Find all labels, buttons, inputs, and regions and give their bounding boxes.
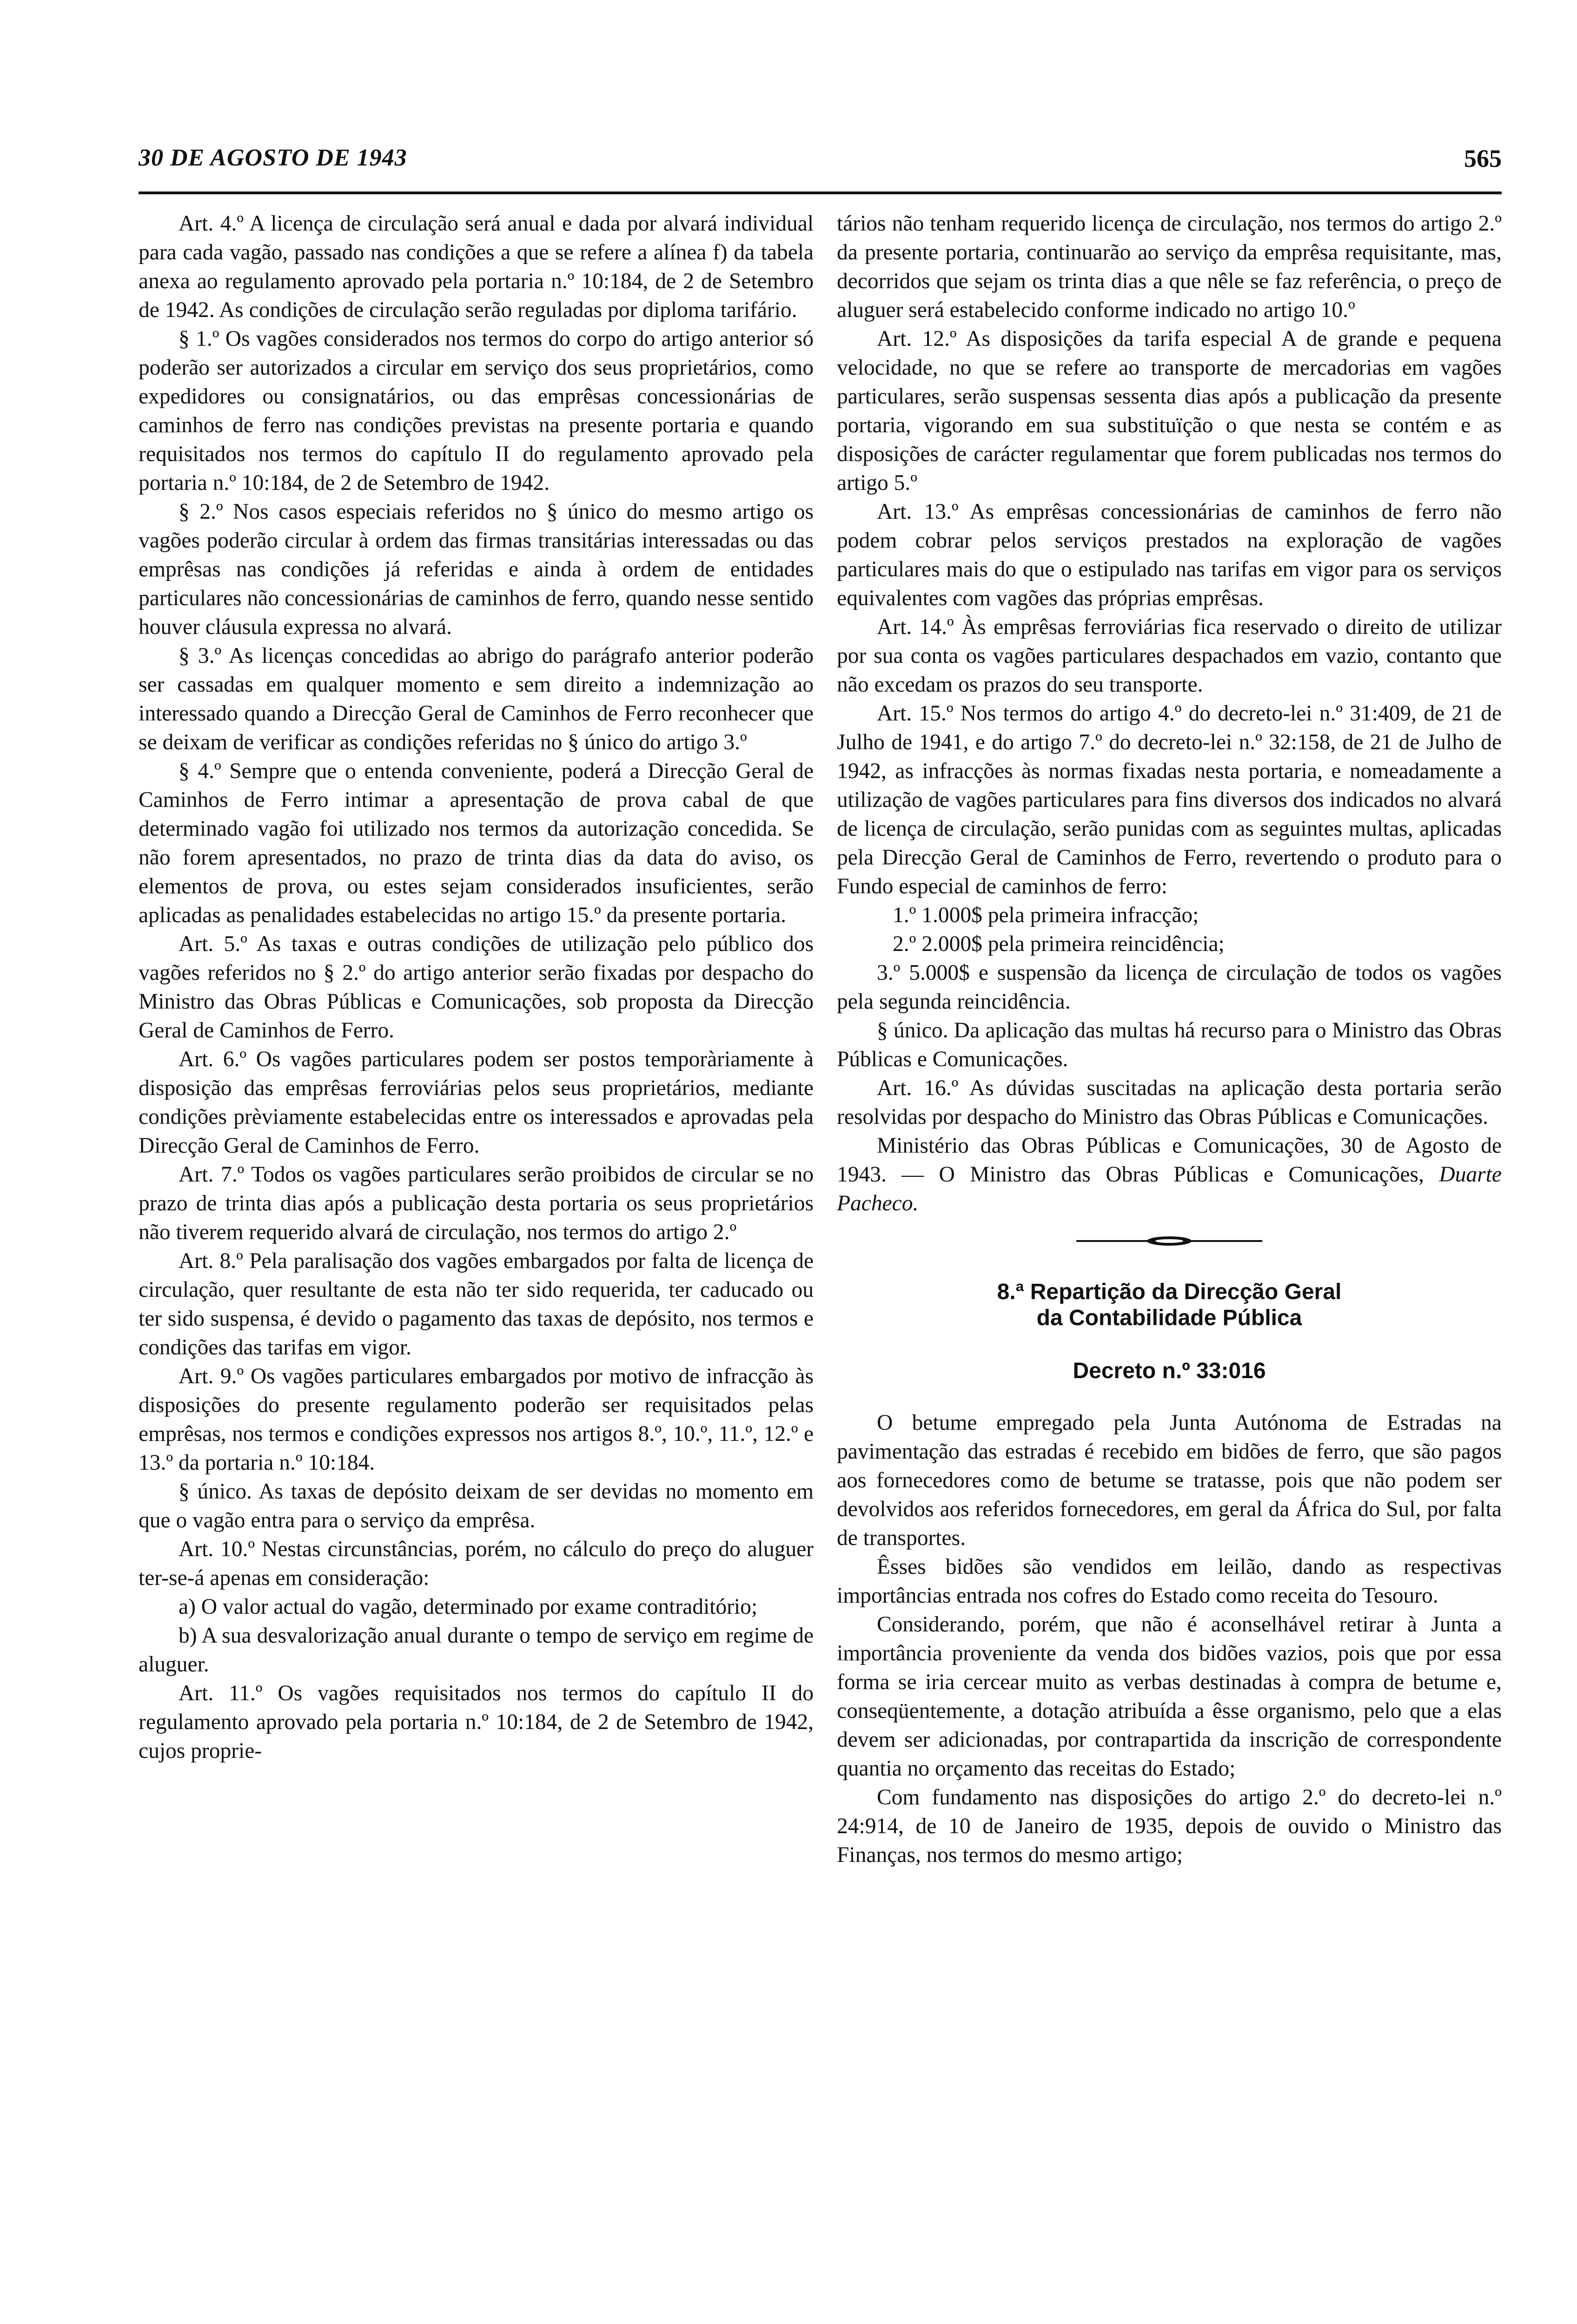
header-rule	[139, 191, 1502, 194]
art-15: Art. 15.º Nos termos do artigo 4.º do decreto-lei n.º 31:409, de 21 de Julho de 1941, e do artigo 7.º do decreto-lei n.º 32:158, de 21 de Julho de 1942, as infracções às normas fixadas nesta portaria, e nomeadamente a utilização de vagões particulares para fins diversos dos indicados no alvará de licença de circulação, serão punidas com as seguintes multas, aplicadas pela Direcção Geral de Caminhos de Ferro, revertendo o produto para o Fundo especial de caminhos de ferro:	[837, 701, 1502, 898]
decree-paragraph: Com fundamento nas disposições do artigo 2.º do decreto-lei n.º 24:914, de 10 de Janeiro de 1935, depois de ouvido o Ministro das Finanças, nos termos do mesmo artigo;	[837, 1785, 1502, 1867]
art-4-par-4: § 4.º Sempre que o entenda conveniente, poderá a Direcção Geral de Caminhos de Ferro intimar a apresentação de prova cabal de que determinado vagão foi utilizado nos termos da autorização concedida. Se não forem apresentados, no prazo de trinta dias da data do aviso, os elementos de prova, ou estes sejam considerados insuficientes, serão aplicadas as penalidades estabelecidas no artigo 15.º da presente portaria.	[139, 759, 814, 927]
left-column	[139, 209, 814, 1765]
art-7: Art. 7.º Todos os vagões particulares serão proibidos de circular se no prazo de trinta dias após a publicação desta portaria os seus proprietários não tiverem requerido alvará de circulação, nos termos do artigo 2.º	[139, 1162, 814, 1244]
art-4-par-1: § 1.º Os vagões considerados nos termos do corpo do artigo anterior só poderão ser autorizados a circular em serviço dos seus proprietários, como expedidores ou consignatários, ou das emprêsas concessionárias de caminhos de ferro nas condições previstas na presente portaria e quando requisitados nos termos do capítulo II do regulamento aprovado pela portaria n.º 10:184, de 2 de Setembro de 1942.	[139, 327, 814, 495]
art-6: Art. 6.º Os vagões particulares podem ser postos temporàriamente à disposição das emprêsas ferroviárias pelos seus proprietários, mediante condições prèviamente estabelecidas entre os interessados e aprovadas pela Direcção Geral de Caminhos de Ferro.	[139, 1047, 814, 1158]
right-column	[837, 209, 1502, 1869]
art-4-par-2: § 2.º Nos casos especiais referidos no § único do mesmo artigo os vagões poderão circular à ordem das firmas transitárias interessadas ou das emprêsas nas condições já referidas e ainda à ordem de entidades particulares não concessionárias de caminhos de ferro, quando nesse sentido houver cláusula expressa no alvará.	[139, 500, 814, 639]
art-12: Art. 12.º As disposições da tarifa especial A de grande e pequena velocidade, no que se refere ao transporte de mercadorias em vagões particulares, serão suspensas sessenta dias após a publicação da presente portaria, vigorando em sua substituïção o que nesta se contém e as disposições de carácter regulamentar que forem publicadas nos termos do artigo 5.º	[837, 327, 1502, 495]
fine-2: 2.º 2.000$ pela primeira reincidência;	[893, 932, 1225, 956]
art-10-b: b) A sua desvalorização anual durante o tempo de serviço em regime de aluguer.	[139, 1624, 814, 1677]
art-4-par-3: § 3.º As licenças concedidas ao abrigo do parágrafo anterior poderão ser cassadas em qualquer momento e sem direito a indemnização ao interessado quando a Direcção Geral de Caminhos de Ferro reconhecer que se deixam de verificar as condições referidas no § único do artigo 3.º	[139, 644, 814, 754]
art-10: Art. 10.º Nestas circunstâncias, porém, no cálculo do preço do aluguer ter-se-á apenas em consideração:	[139, 1537, 814, 1590]
fine-1: 1.º 1.000$ pela primeira infracção;	[893, 903, 1199, 927]
decree-paragraph: O betume empregado pela Junta Autónoma de Estradas na pavimentação das estradas é recebido em bidões de ferro, que são pagos aos fornecedores como de betume se tratasse, pois que não podem ser devolvidos aos referidos fornecedores, em geral da África do Sul, por falta de transportes.	[837, 1411, 1502, 1550]
art-9-sole: § único. As taxas de depósito deixam de ser devidas no momento em que o vagão entra para o serviço da emprêsa.	[139, 1479, 814, 1532]
art-10-a: a) O valor actual do vagão, determinado por exame contraditório;	[179, 1595, 758, 1619]
decree-paragraph: Êsses bidões são vendidos em leilão, dando as respectivas importâncias entrada nos cofres do Estado como receita do Tesouro.	[837, 1555, 1502, 1608]
page-number: 565	[1464, 145, 1502, 172]
art-14: Art. 14.º Às emprêsas ferroviárias fica reservado o direito de utilizar por sua conta os vagões particulares despachados em vazio, contanto que não excedam os prazos do seu transporte.	[837, 615, 1502, 697]
art-13: Art. 13.º As emprêsas concessionárias de caminhos de ferro não podem cobrar pelos serviços prestados na exploração de vagões particulares mais do que o estipulado nas tarifas em vigor para os serviços equivalentes com vagões das próprias emprêsas.	[837, 500, 1502, 610]
section-title-line-2: da Contabilidade Pública	[1036, 1306, 1302, 1330]
page-header	[139, 144, 1502, 195]
art-16: Art. 16.º As dúvidas suscitadas na aplicação desta portaria serão resolvidas por despacho do Ministro das Obras Públicas e Comunicações.	[837, 1076, 1502, 1129]
decree-paragraph: Considerando, porém, que não é aconselhável retirar à Junta a importância proveniente da venda dos bidões vazios, pois que por essa forma se iria cercear muito as verbas destinadas à compra de betume e, conseqüentemente, a dotação atribuída a êsse organismo, pelo que a elas devem ser adicionadas, por contrapartida da inscrição de correspondente quantia no orçamento das receitas do Estado;	[837, 1612, 1502, 1781]
art-4: Art. 4.º A licença de circulação será anual e dada por alvará individual para cada vagão, passado nas condições a que se refere a alínea f) da tabela anexa ao regulamento aprovado pela portaria n.º 10:184, de 2 de Setembro de 1942. As condições de circulação serão reguladas por diploma tarifário.	[139, 211, 814, 322]
closing-text: Ministério das Obras Públicas e Comunicações, 30 de Agosto de 1943. — O Ministro das Obras Públicas e Comunicações,	[837, 1134, 1502, 1187]
art-11-continuation: tários não tenham requerido licença de circulação, nos termos do artigo 2.º da presente portaria, continuarão ao serviço da emprêsa requisitante, mas, decorridos que sejam os trinta dias a que nêle se faz referência, o preço de aluguer será estabelecido conforme indicado no artigo 10.º	[837, 211, 1502, 322]
art-8: Art. 8.º Pela paralisação dos vagões embargados por falta de licença de circulação, quer resultante de esta não ter sido requerida, ter caducado ou ter sido suspensa, é devido o pagamento das taxas de depósito, nos termos e condições das tarifas em vigor.	[139, 1249, 814, 1360]
section-title-line-1: 8.ª Repartição da Direcção Geral	[997, 1280, 1342, 1304]
closing-statement	[837, 1131, 1502, 1218]
art-5: Art. 5.º As taxas e outras condições de utilização pelo público dos vagões referidos no § 2.º do artigo anterior serão fixadas por despacho do Ministro das Obras Públicas e Comunicações, sob proposta da Direcção Geral de Caminhos de Ferro.	[139, 932, 814, 1043]
art-9: Art. 9.º Os vagões particulares embargados por motivo de infracção às disposições do presente regulamento poderão ser requisitados pelas emprêsas, nos termos e condições expressos nos artigos 8.º, 10.º, 11.º, 12.º e 13.º da portaria n.º 10:184.	[139, 1364, 814, 1475]
decree-title: Decreto n.º 33:016	[1073, 1359, 1266, 1383]
fine-3: 3.º 5.000$ e suspensão da licença de circulação de todos os vagões pela segunda reincidência.	[837, 961, 1502, 1014]
signatory: Duarte Pacheco.	[837, 1162, 1502, 1215]
art-11: Art. 11.º Os vagões requisitados nos termos do capítulo II do regulamento aprovado pela portaria n.º 10:184, de 2 de Setembro de 1942, cujos proprie-	[139, 1681, 814, 1763]
section-title	[837, 1279, 1502, 1331]
art-15-sole: § único. Da aplicação das multas há recurso para o Ministro das Obras Públicas e Comunicações.	[837, 1018, 1502, 1071]
issue-date: 30 DE AGOSTO DE 1943	[139, 145, 407, 171]
ornament-divider	[1076, 1232, 1262, 1250]
